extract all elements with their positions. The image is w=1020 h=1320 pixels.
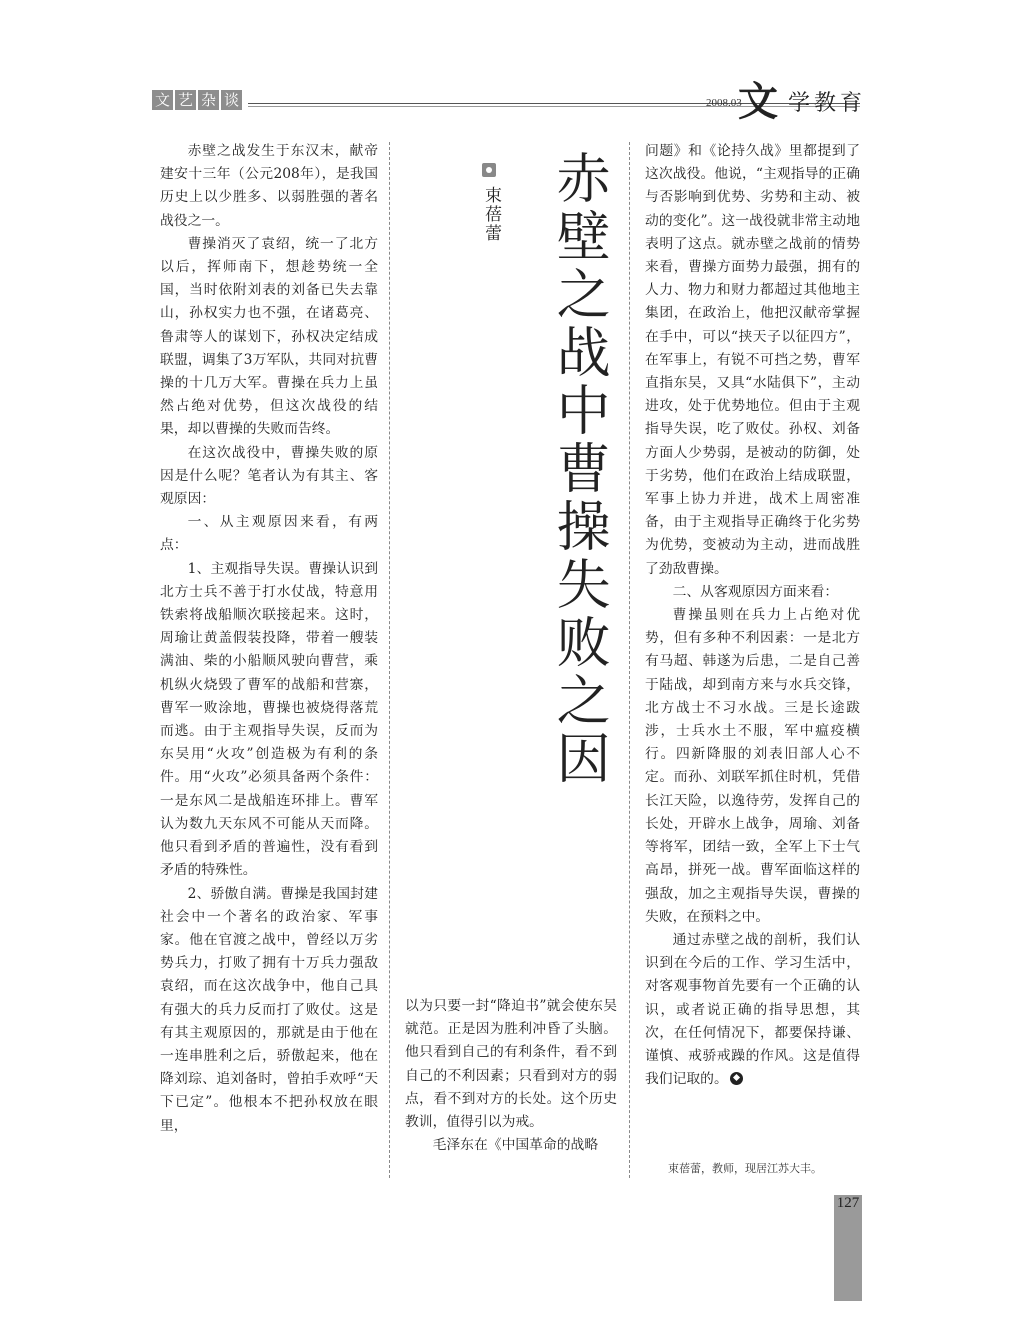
paragraph-final xyxy=(645,929,860,1091)
paragraph: 曹操虽则在兵力上占绝对优势，但有多种不利因素：一是北方有马超、韩遂为后患，二是自己善于陆战，却到南方来与水兵交锋，北方战士不习水战。三是长途跋涉，士兵水土不服，军中瘟疫横行。四新降服的刘表旧部人心不定。而孙、刘联军抓住时机，凭借长江天险，以逸待劳，发挥自己的长处，开辟水上战争，周瑜、刘备等将军，团结一致，全军上下士气高昂，拼死一战。曹军面临这样的强敌，加之主观指导失误，曹操的失败，在预料之中。 xyxy=(645,607,860,925)
author-bullet-icon xyxy=(482,163,496,177)
section-label xyxy=(152,90,242,110)
magazine-title-big: 文 xyxy=(738,78,778,125)
paragraph-text: 通过赤壁之战的剖析，我们认识到在今后的工作、学习生活中，对客观事物首先要有一个正确的认识，或者说正确的指导思想，其次，在任何情况下，都要保持谦、谨慎、戒骄戒躁的作风。这是值得我们记取的。 xyxy=(645,931,860,1088)
paragraph: 赤壁之战发生于东汉末，献帝建安十三年（公元208年），是我国历史上以少胜多、以弱胜强的著名战役之一。 xyxy=(160,143,378,229)
paragraph: 在这次战役中，曹操失败的原因是什么呢？笔者认为有其主、客观原因： xyxy=(160,444,378,508)
end-mark-icon xyxy=(730,1072,743,1085)
paragraph: 1、主观指导失误。曹操认识到北方士兵不善于打水仗战，特意用铁索将战船顺次联接起来。这时，周瑜让黄盖假装投降，带着一艘装满油、柴的小船顺风驶向曹营，乘机纵火烧毁了曹军的战船和营寨，曹军一败涂地，曹操也被烧得落荒而逃。由于主观指导失误，反而为东吴用“火攻”创造极为有利的条件。用“火攻”必须具备两个条件：一是东风二是战船连环排上。曹军认为数九天东风不可能从天而降。他只看到矛盾的普遍性，没有看到矛盾的特殊性。 xyxy=(160,560,378,879)
section-label-char: 艺 xyxy=(175,90,196,110)
paragraph: 2、骄傲自满。曹操是我国封建社会中一个著名的政治家、军事家。他在官渡之战中，曾经以万劣势兵力，打败了拥有十万兵力强敌袁绍，而在这次战争中，他自己具有强大的兵力反而打了败仗。这是有其主观原因的，那就是由于他在一连串胜利之后，骄傲起来，他在降刘琮、追刘备时，曾拍手欢呼“天下已定”。他根本不把孙权放在眼里， xyxy=(160,885,378,1134)
section-label-char: 谈 xyxy=(221,90,242,110)
paragraph: 以为只要一封“降迫书”就会使东吴就范。正是因为胜利冲昏了头脑。他只看到自己的有利条件，看不到自己的不利因素；只看到对方的弱点，看不到对方的长处。这个历史教训，值得引以为戒。 xyxy=(405,998,617,1131)
section-label-char: 杂 xyxy=(198,90,219,110)
paragraph: 毛泽东在《中国革命的战略 xyxy=(432,1137,599,1154)
paragraph: 问题》和《论持久战》里都提到了这次战役。他说，“主观指导的正确与否影响到优势、劣势和主动、被动的变化”。这一战役就非常主动地表明了这点。就赤壁之战前的情势来看，曹操方面势力最强，拥有的人力、物力和财力都超过其他地主集团，在政治上，他把汉献帝掌握在手中，可以“挟天子以征四方”，在军事上，有锐不可挡之势，曹军直指东吴，又具“水陆俱下”，主动进攻，处于优势地位。但由于主观指导失误，吃了败仗。孙权、刘备方面人少势弱，是被动的防御，处于劣势，他们在政治上结成联盟，军事上协力并进，战术上周密准备，由于主观指导正确终于化劣势为优势，变被动为主动，进而战胜了劲敌曹操。 xyxy=(645,143,860,577)
author-bio: 束蓓蕾，教师，现居江苏大丰。 xyxy=(668,1162,822,1175)
article-column-3 xyxy=(645,140,860,1091)
paragraph: 二、从客观原因方面来看： xyxy=(672,583,839,600)
article-title: 赤壁之战中曹操失败之因 xyxy=(548,150,612,788)
paragraph: 曹操消灭了袁绍，统一了北方以后，挥师南下，想趁势统一全国，当时依附刘表的刘备已失去靠山，孙权实力也不强，在诸葛亮、鲁肃等人的谋划下，孙权决定结成联盟，调集了3万军队，共同对抗曹操的十几万大军。曹操在兵力上虽然占绝对优势，但这次战役的结果，却以曹操的失败而告终。 xyxy=(160,235,378,438)
issue-date: 2008.03 xyxy=(706,97,742,109)
magazine-title: 学教育 xyxy=(788,91,867,116)
section-label-char: 文 xyxy=(152,90,173,110)
author-name: 束蓓蕾 xyxy=(481,186,501,243)
paragraph: 一、从主观原因来看，有两点： xyxy=(160,514,378,554)
article-column-2 xyxy=(405,995,617,1157)
column-divider xyxy=(389,142,390,1178)
page-number: 127 xyxy=(836,1195,860,1211)
article-column-1 xyxy=(160,140,378,1138)
column-divider xyxy=(629,142,630,1178)
